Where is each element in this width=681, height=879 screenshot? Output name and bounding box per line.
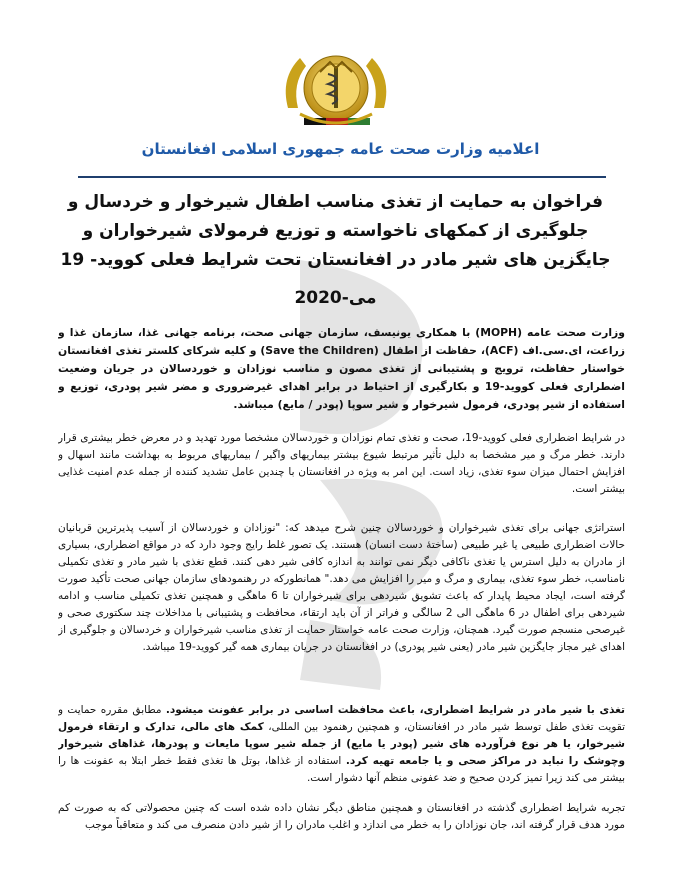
breastfeeding-text-a: مطابق مقرره حمایت و تقویت تغذی طفل توسط شیر مادر در افغانستان، و همچنین رهنمود بین المللی، [58, 704, 625, 733]
document-date: می-2020 [294, 288, 377, 308]
breastfeeding-emphasis: کمک های مالی، تدارک و ارتقاء فرمول شیرخوار، یا هر نوع فرآورده های شیر (پودر یا مایع) از جمله شیر سوپا مایعات و پودرها، غذاهای شیرخوار وچوشک را نباید در مراکز صحی و یا جامعه تهیه کرد. [58, 721, 625, 767]
breastfeeding-paragraph [58, 702, 625, 788]
experience-paragraph: تجربه شرایط اضطراری گذشته در افغانستان و همچنین مناطق دیگر نشان داده شده است که چنین محصولاتی که به صورت کم مورد هدف قرار گرفته اند، جان نوزادان را به خطر می اندازد و اغلب مادران را از شیر دادن منصرف می کند و متعاقباً موجب [58, 802, 625, 831]
document-title: فراخوان به حمایت از تغذی مناسب اطفال شیرخوار و خردسال و جلوگیری از کمکهای ناخواسته و توزیع فرمولای شیرخواران و جایگزین های شیر مادر در افغانستان تحت شرایط فعلی کووید- 19 [60, 192, 611, 270]
context-paragraph: در شرایط اضطراری فعلی کووید-19، صحت و تغذی تمام نوزادان و خوردسالان مشخصا مورد تهدید و در معرض خطر بیشتری قرار دارند. خطر مرگ و میر مشخصا به دلیل تأثیر مرتبط شیوع بیشتر بیماریهای واگیر / بیماریهای مربوط به بهداشت مانند اسهال و افزایش احتمال میزان سوء تغذی، زیاد است. این امر به ویژه در افغانستان با چندین عامل تشدید کننده از جمله عدم امنیت غذایی بیشتر است. [58, 432, 625, 495]
strategy-paragraph: استراتژی جهانی برای تغذی شیرخواران و خوردسالان چنین شرح میدهد که: "نوزادان و خوردسالان از آسیب پذیرترین قربانیان حالات اضطراری طبیعی یا غیر طبیعی (ساختهٔ دست انسان) هستند. یک تصور غلط رایج وجود دارد که در مواقع اضطراری، بسیاری از مادران به دلیل استرس یا تغذی ناکافی دیگر نمی توانند به اندازه کافی شیر دهی کنند. قطع تغذی با شیر مادر و تغذی تکمیلی نامناسب، خطر سوء تغذی، بیماری و مرگ و میر را افزایش می دهد." همانطورکه در رهنمودهای سازمان جهانی صحت تأکید صورت گرفته است، ایجاد محیط پایدار که باعث تشویق شیردهی برای شیرخواران تا 6 ماهگی و همچنین تغذی تکمیلی مناسب و ادامه شیردهی برای اطفال در 6 ماهگی الی 2 سالگی و فراتر از آن باید ارتقاء، محافظت و پشتیبانی با مداخلات چند سکتوری صحی و غیرصحی منسجم صورت گیرد. همچنان، وزارت صحت عامه خواستار حمایت از تغذی مناسب شیرخواران و خردسالان و جلوگیری از اهدای غیر مجاز جایگزین شیر مادر (یعنی شیر پودری) در افغانستان در جریان بیماری همه گیر کووید-19 میباشد. [58, 522, 625, 653]
ministry-heading: اعلامیه وزارت صحت عامه جمهوری اسلامی افغانستان [141, 140, 540, 158]
breastfeeding-lead: تغذی با شیر مادر در شرایط اضطراری، باعث محافظت اساسی در برابر عفونت میشود. [165, 704, 625, 716]
moph-emblem-icon [276, 48, 396, 134]
breastfeeding-text-b: استفاده از غذاها، بوتل ها تغذی فقط خطر ابتلا به عفونت ها را بیشتر می کند زیرا تمیز کردن صحیح و ضد عفونی منظم آنها دشوار است. [58, 755, 625, 784]
title-divider [78, 176, 606, 178]
intro-paragraph: وزارت صحت عامه (MOPH) با همکاری یونیسف، سازمان جهانی صحت، برنامه جهانی غذا، سازمان غذا و زراعت، ای.سی.اف (ACF)، حفاظت از اطفال (Save the Children) و کلیه شرکای کلستر تغذی افغانستان خواستار حفاظت، ترویج و پشتیبانی از تغذی مصون و مناسب نوزادان و خوردسالان در جریان وضعیت اضطراری فعلی کووید-19 و بکارگیری از احتیاط در برابر اهدای غیرضروری و مضر شیر پودری، توزیع و استفاده از شیر پودری، فرمول شیرخوار و شیر سوپا (پودر / مایع) میباشد. [58, 326, 625, 411]
